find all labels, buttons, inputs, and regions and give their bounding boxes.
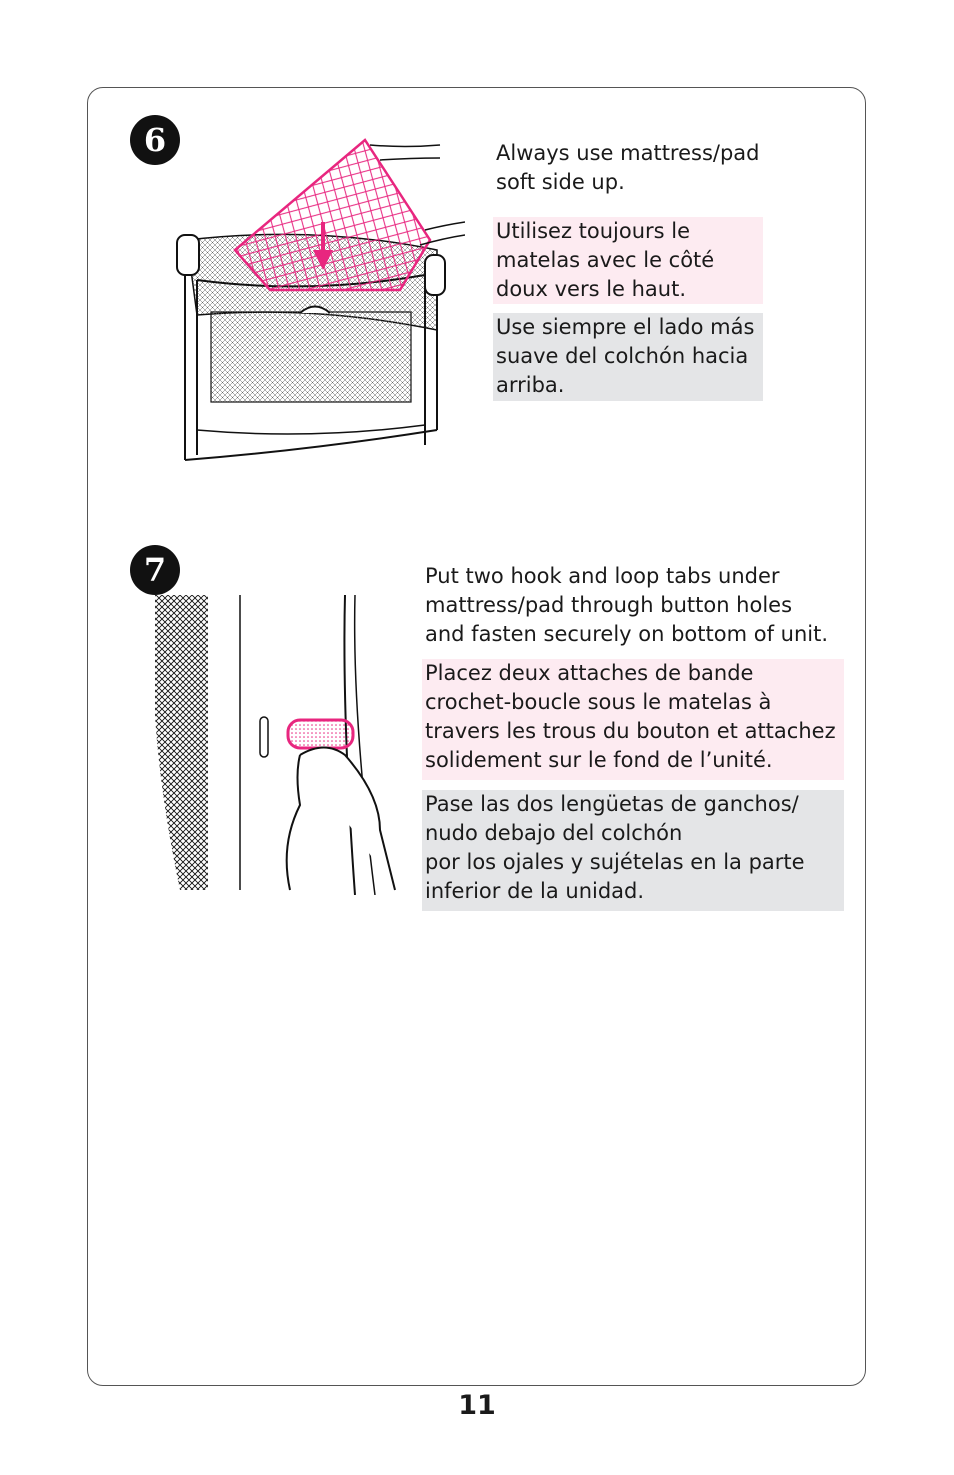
hook-loop-tab-illustration — [150, 595, 400, 895]
step-6-badge: 6 — [130, 115, 180, 165]
step-7-badge: 7 — [130, 545, 180, 595]
step-6-text-es: Use siempre el lado más suave del colchón hacia arriba. — [493, 313, 763, 401]
step-7-text-es: Pase las dos lengüetas de ganchos/ nudo debajo del colchón por los ojales y sujételas en la parte inferior de la unidad. — [422, 790, 844, 911]
playard-mattress-illustration — [175, 130, 465, 470]
step-7-text-fr: Placez deux attaches de bande crochet-boucle sous le matelas à travers les trous du bouton et attachez solidement sur le fond de l’unité. — [422, 659, 844, 780]
step-7-text-en: Put two hook and loop tabs under mattress/pad through button holes and fasten securely on bottom of unit. — [425, 564, 829, 646]
step-6-text-en: Always use mattress/pad soft side up. — [496, 141, 760, 194]
page-number: 11 — [458, 1390, 496, 1421]
step-6-text-fr: Utilisez toujours le matelas avec le côté doux vers le haut. — [493, 217, 763, 304]
